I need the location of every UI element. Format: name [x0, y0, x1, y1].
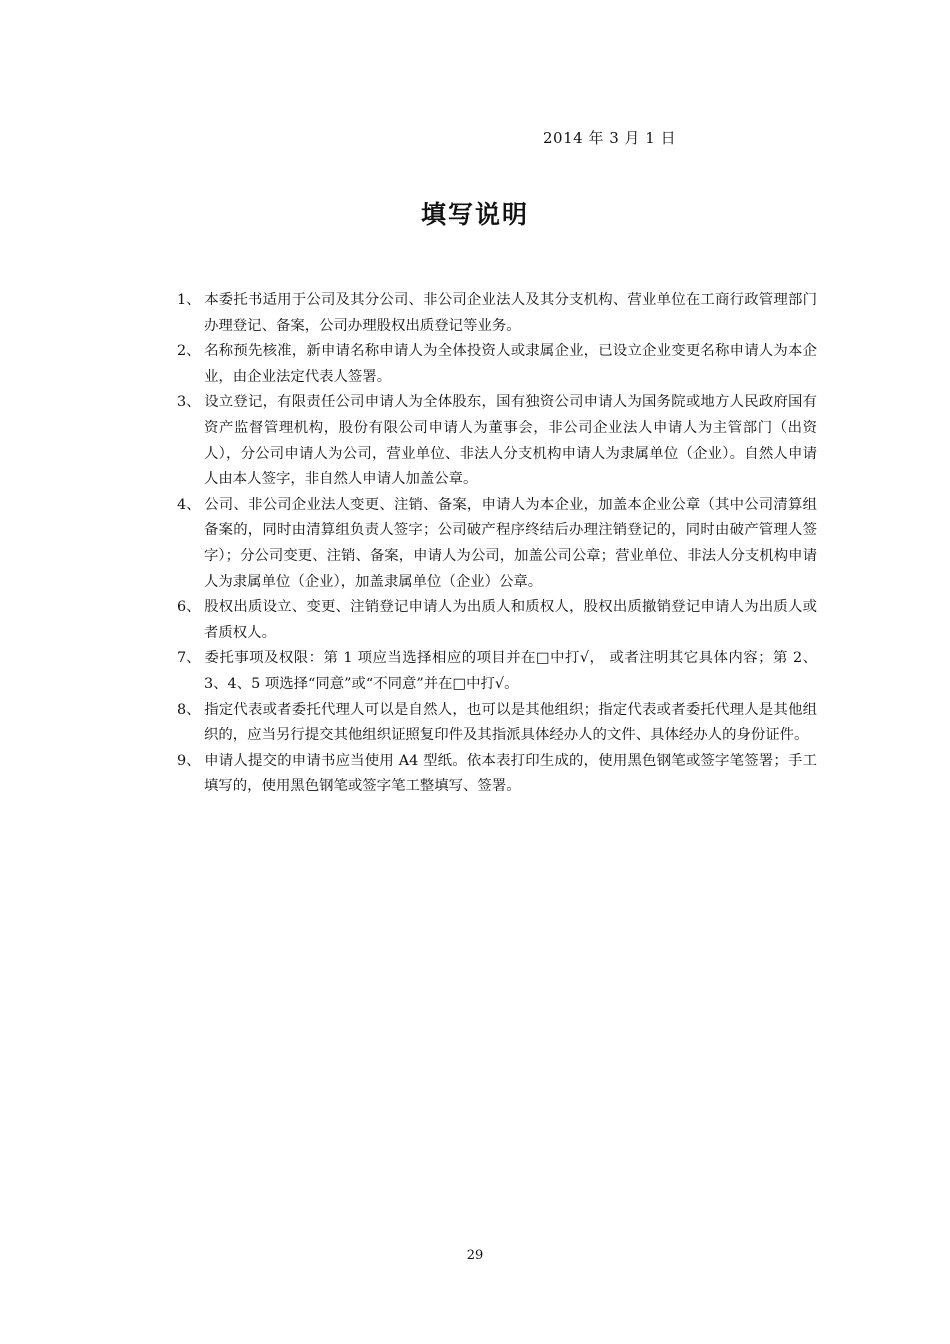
item-number: 2、	[177, 343, 201, 360]
instruction-item	[177, 646, 817, 697]
instruction-item	[177, 698, 817, 749]
item-number: 1、	[177, 292, 201, 308]
item-text: 委托事项及权限：第 1 项应当选择相应的项目并在□中打√， 或者注明其它具体内容；第 2、3、4、5 项选择“同意”或“不同意”并在□中打√。	[204, 650, 817, 692]
item-number: 9、	[177, 752, 201, 769]
document-date: 2014 年 3 月 1 日	[543, 129, 677, 147]
item-text: 本委托书适用于公司及其分公司、非公司企业法人及其分支机构、营业单位在工商行政管理部门办理登记、备案，公司办理股权出质登记等业务。	[204, 292, 817, 334]
instruction-item	[177, 493, 817, 595]
instruction-item	[177, 749, 817, 800]
item-text: 申请人提交的申请书应当使用 A4 型纸。依本表打印生成的，使用黑色钢笔或签字笔签署；手工填写的，使用黑色钢笔或签字笔工整填写、签署。	[204, 752, 817, 795]
item-text: 公司、非公司企业法人变更、注销、备案，申请人为本企业，加盖本企业公章（其中公司清算组备案的，同时由清算组负责人签字；公司破产程序终结后办理注销登记的，同时由破产管理人签字）；分公司变更、注销、备案，申请人为公司，加盖公司公章；营业单位、非法人分支机构申请人为隶属单位（企业），加盖隶属单位（企业）公章。	[204, 496, 817, 590]
item-text: 设立登记，有限责任公司申请人为全体股东，国有独资公司申请人为国务院或地方人民政府国有资产监督管理机构，股份有限公司申请人为董事会，非公司企业法人申请人为主管部门（出资人），分公司申请人为公司，营业单位、非法人分支机构申请人为隶属单位（企业）。自然人申请人由本人签字，非自然人申请人加盖公章。	[204, 394, 817, 488]
item-number: 8、	[177, 701, 201, 718]
item-text: 名称预先核准，新申请名称申请人为全体投资人或隶属企业，已设立企业变更名称申请人为本企业，由企业法定代表人签署。	[204, 343, 817, 385]
instruction-item	[177, 390, 817, 492]
item-text: 股权出质设立、变更、注销登记申请人为出质人和质权人，股权出质撤销登记申请人为出质人或者质权人。	[204, 599, 817, 641]
item-text: 指定代表或者委托代理人可以是自然人，也可以是其他组织；指定代表或者委托代理人是其他组织的，应当另行提交其他组织证照复印件及其指派具体经办人的文件、具体经办人的身份证件。	[204, 701, 817, 744]
item-number: 3、	[177, 394, 201, 411]
item-number: 6、	[177, 599, 201, 616]
page-title: 填写说明	[420, 200, 529, 229]
instruction-item	[177, 339, 817, 390]
item-number: 7、	[177, 650, 201, 667]
instruction-list	[177, 288, 817, 800]
page-number: 29	[466, 1248, 484, 1263]
instruction-item	[177, 288, 817, 339]
instruction-item	[177, 595, 817, 646]
item-number: 4、	[177, 496, 201, 513]
